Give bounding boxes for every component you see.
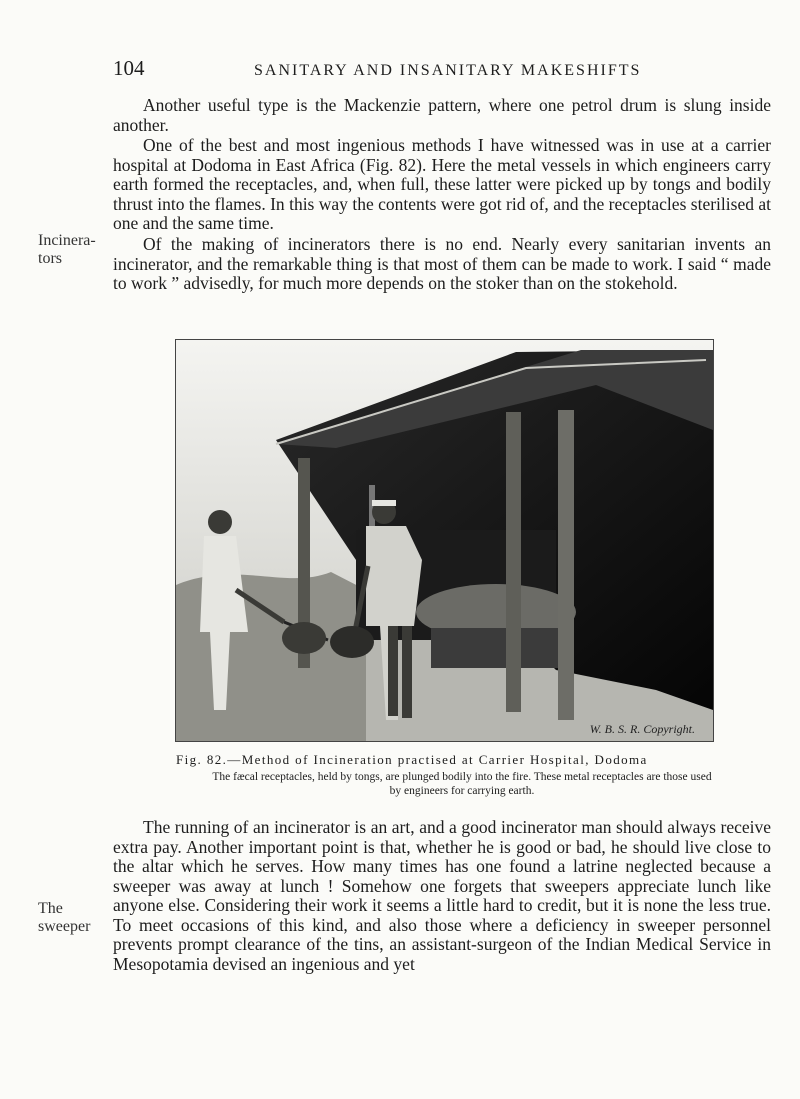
paragraph-incinerators: Of the making of incinerators there is no end. Nearly every sanitarian invents an incinerator, and the remarkable thing is that most of them can be made to work. I said “ made to work ” advisedly, for much more depends on the stoker than on the stokehold. [113,234,771,293]
photograph-plate [175,339,714,742]
running-head: SANITARY AND INSANITARY MAKESHIFTS [254,62,642,79]
paragraph-mackenzie: Another useful type is the Mackenzie pattern, where one petrol drum is slung inside another. [113,95,771,135]
figure-caption-title: Fig. 82.—Method of Incineration practised at Carrier Hospital, Dodoma [176,752,648,767]
margin-note-sweeper: The sweeper [38,900,91,935]
paragraph-dodoma: One of the best and most ingenious methods I have witnessed was in use at a carrier hospital at Dodoma in East Africa (Fig. 82). Here the metal vessels in which engineers carry earth formed the receptacles, and, when full, these latter were picked up by tongs and bodily thrust into the flames. In this way the contents were got rid of, and the receptacles sterilised at one and the same time. [113,135,771,233]
page-number: 104 [113,56,145,80]
margin-note-incinerators: Incinera- tors [38,232,96,267]
incineration-photograph [176,340,713,741]
photo-credit: W. B. S. R. Copyright. [589,722,695,736]
paragraph-sweeper: The running of an incinerator is an art, and a good incinerator man should always receive extra pay. Another important point is that, whether he is good or bad, he should live close to the altar which he serves. How many times has one found a latrine neglected because a sweeper was away at lunch ! Somehow one forgets that sweepers appreciate lunch like anyone else. Considering their work it seems a little hard to credit, but it is none the less true. To meet occasions of this kind, and also those where a deficiency in sweeper personnel prevents prompt clearance of the tins, an assistant-surgeon of the Indian Medical Service in Mesopotamia devised an ingenious and yet [113,817,771,974]
figure-caption-body: The fæcal receptacles, held by tongs, are plunged bodily into the fire. These metal receptacles are those used by engineers for carrying earth. [212,771,712,797]
